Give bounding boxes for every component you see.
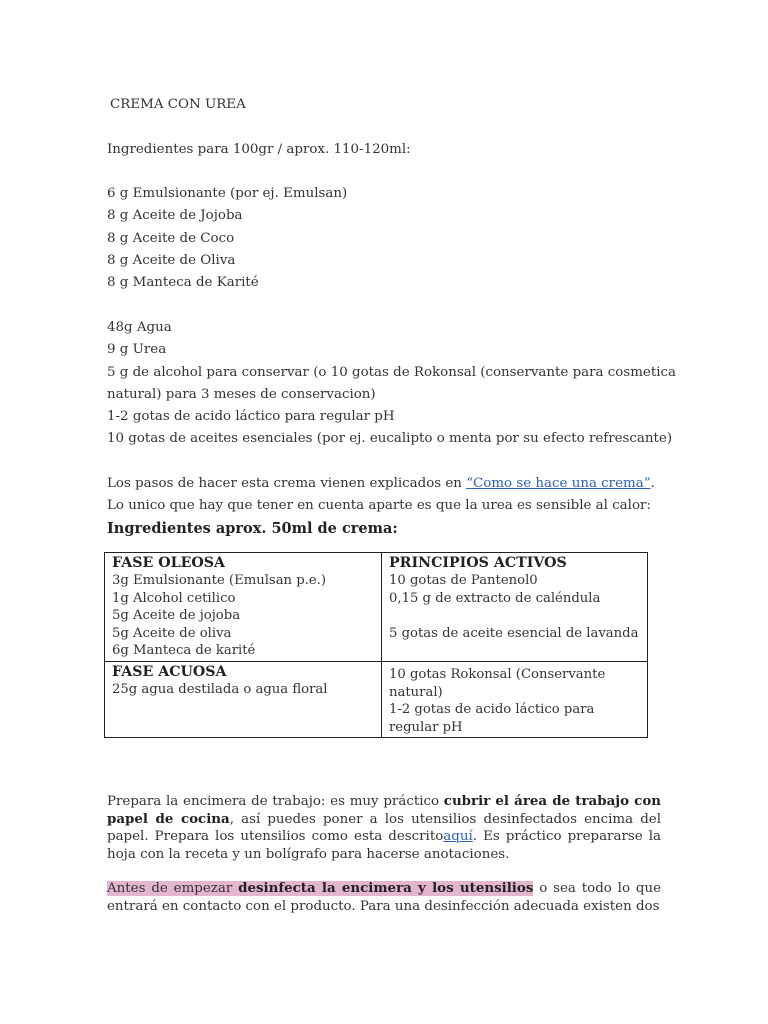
- document-body: [107, 94, 676, 540]
- fase-oleosa-header: FASE OLEOSA: [112, 555, 226, 571]
- utensils-link[interactable]: aquí: [443, 829, 473, 845]
- principios-activos-cell: [382, 553, 648, 662]
- table-row: [105, 553, 648, 662]
- table-item: 1g Alcohol cetilico: [112, 590, 236, 606]
- principios-activos-header: PRINCIPIOS ACTIVOS: [389, 555, 567, 571]
- table-item: 5g Aceite de oliva: [112, 625, 232, 641]
- list-item: 8 g Aceite de Oliva: [107, 253, 236, 269]
- small-recipe-heading: Ingredientes aprox. 50ml de crema:: [107, 519, 398, 537]
- table-item: 10 gotas de Pantenol0: [389, 573, 538, 588]
- fase-acuosa-header: FASE ACUOSA: [112, 663, 227, 680]
- list-item: 5 g de alcohol para conservar (o 10 gotas de Rokonsal (conservante para cosmetica: [107, 364, 676, 380]
- list-item: 8 g Aceite de Coco: [107, 230, 235, 246]
- table-item: 0,15 g de extracto de caléndula: [389, 590, 601, 606]
- table-item: 3g Emulsionante (Emulsan p.e.): [112, 573, 327, 588]
- table-item: 1-2 gotas de acido láctico para regular pH: [389, 702, 595, 735]
- disinfect-paragraph: Antes de empezar desinfecta la encimera y los utensilios o sea todo lo que entrará en contacto con el producto. Para una desinfección adecuada existen dos: [107, 880, 661, 914]
- table-item: 6g Manteca de karité: [112, 643, 256, 659]
- list-item: 48g Agua: [107, 319, 172, 335]
- list-item: 1-2 gotas de acido láctico para regular pH: [107, 409, 395, 425]
- intro-line: Ingredientes para 100gr / aprox. 110-120ml:: [107, 141, 411, 157]
- crema-guide-link[interactable]: “Como se hace una crema”: [466, 476, 651, 492]
- list-item: natural) para 3 meses de conservacion): [107, 386, 376, 402]
- list-item: 6 g Emulsionante (por ej. Emulsan): [107, 186, 348, 202]
- table-row: [105, 661, 648, 737]
- otros-cell: [382, 661, 648, 737]
- table-item: 25g agua destilada o agua floral: [112, 681, 328, 697]
- list-item: 10 gotas de aceites esenciales (por ej. eucalipto o menta por su efecto refrescante): [107, 431, 673, 447]
- prep-paragraph: Prepara la encimera de trabajo: es muy práctico cubrir el área de trabajo con papel de cocina, así puedes poner a los utensilios desinfectados encima del papel. Prepara los utensilios como esta descritoaquí. Es práctico prepararse la hoja con la receta y un bolígrafo para hacerse anotaciones.: [107, 793, 662, 862]
- table-item: 5 gotas de aceite esencial de lavanda: [389, 625, 639, 641]
- steps-paragraph: Los pasos de hacer esta crema vienen explicados en “Como se hace una crema”. Lo unico que hay que tener en cuenta aparte es que la urea es sensible al calor:: [107, 476, 655, 514]
- oil-ingredient-list: [107, 183, 663, 294]
- list-item: 9 g Urea: [107, 342, 167, 358]
- list-item: 8 g Manteca de Karité: [107, 275, 259, 291]
- table-item: 5g Aceite de jojoba: [112, 608, 241, 624]
- water-ingredient-list: [107, 317, 676, 451]
- ingredients-table: [104, 552, 648, 738]
- fase-acuosa-cell: [105, 661, 382, 737]
- fase-oleosa-cell: [105, 553, 382, 662]
- table-item: 10 gotas Rokonsal (Conservante natural): [389, 666, 606, 700]
- page-title: CREMA CON UREA: [110, 97, 246, 112]
- list-item: 8 g Aceite de Jojoba: [107, 208, 243, 224]
